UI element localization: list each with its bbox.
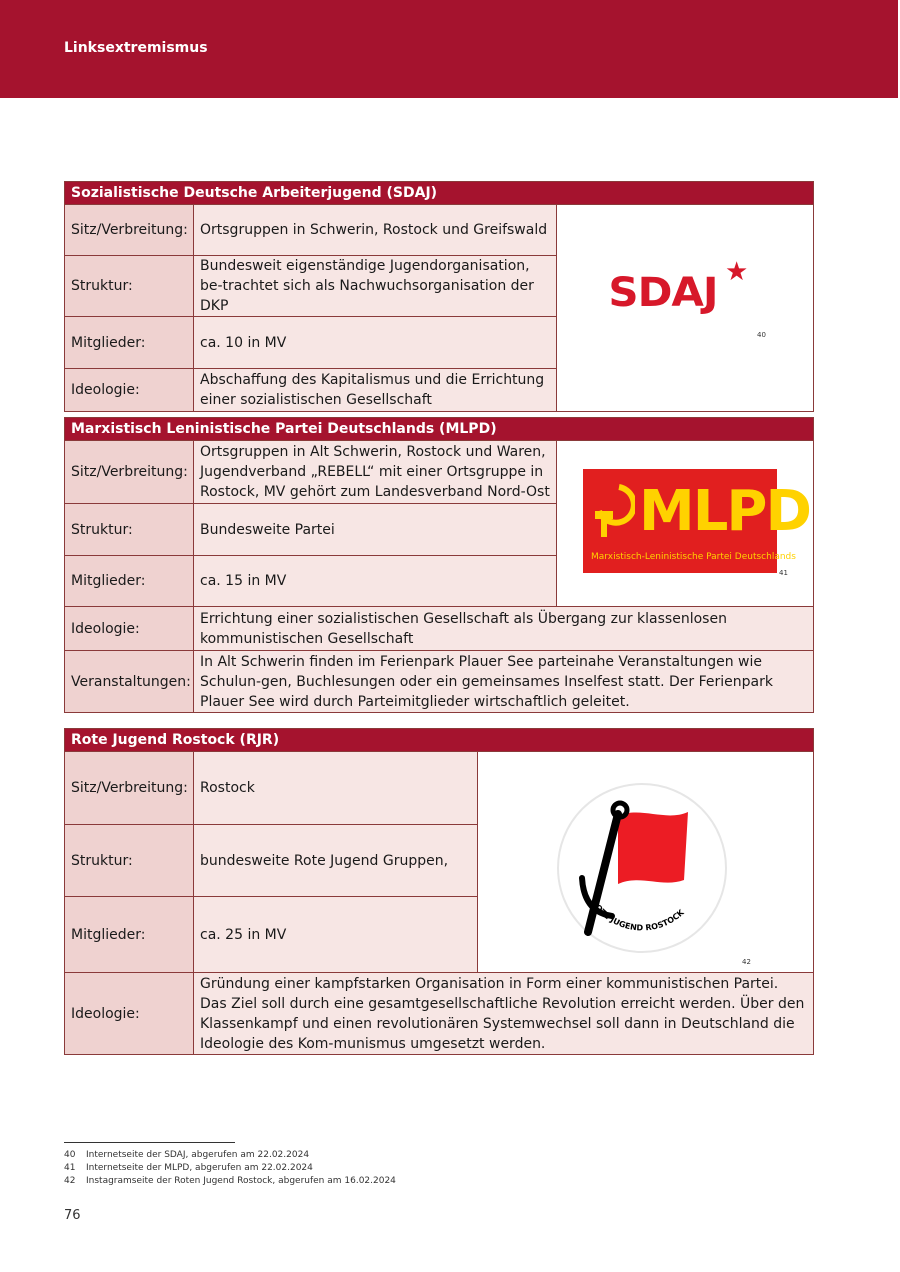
rjr-title: Rote Jugend Rostock (RJR)	[65, 729, 814, 752]
sdaj-value-sitz: Ortsgruppen in Schwerin, Rostock und Greifswald	[194, 205, 557, 256]
rjr-value-mitglieder: ca. 25 in MV	[194, 897, 478, 973]
mlpd-value-sitz: Ortsgruppen in Alt Schwerin, Rostock und Waren, Jugendverband „REBELL“ mit einer Ortsgruppe in Rostock, MV gehört zum Landesverband Nord-Ost	[194, 441, 557, 504]
rjr-table	[64, 728, 814, 1055]
footnote-ref-41: 41	[779, 569, 788, 577]
sdaj-value-mitglieder: ca. 10 in MV	[194, 317, 557, 369]
sdaj-value-ideologie: Abschaffung des Kapitalismus und die Errichtung einer sozialistischen Gesellschaft	[194, 369, 557, 412]
footnote-divider	[64, 1142, 235, 1143]
mlpd-logo-text: MLPD	[639, 479, 810, 544]
mlpd-value-veranstaltungen: In Alt Schwerin finden im Ferienpark Plauer See parteinahe Veranstaltungen wie Schulun-gen, Buchlesungen oder ein gemeinsames Inselfest statt. Der Ferienpark Plauer See wird durch Parteimitglieder wirtschaftlich geleitet.	[194, 651, 814, 713]
rjr-logo	[556, 782, 728, 954]
footnote-40	[64, 1150, 309, 1160]
mlpd-label-mitglieder: Mitglieder:	[65, 556, 194, 607]
mlpd-label-sitz: Sitz/Verbreitung:	[65, 441, 194, 504]
rjr-logo-text: ROTE JUGEND ROSTOCK	[589, 898, 686, 933]
mlpd-logo-subtext: Marxistisch-Leninistische Partei Deutschlands	[591, 552, 796, 562]
footnote-text: Instagramseite der Roten Jugend Rostock, abgerufen am 16.02.2024	[86, 1176, 396, 1186]
rjr-label-ideologie: Ideologie:	[65, 973, 194, 1055]
footnote-ref-40: 40	[757, 331, 766, 339]
footnote-number: 42	[64, 1176, 76, 1186]
page-number: 76	[64, 1208, 81, 1223]
rjr-label-struktur: Struktur:	[65, 825, 194, 897]
mlpd-value-struktur: Bundesweite Partei	[194, 504, 557, 556]
footnote-41	[64, 1163, 313, 1173]
sdaj-value-struktur: Bundesweit eigenständige Jugendorganisation, be-trachtet sich als Nachwuchsorganisation der DKP	[194, 256, 557, 317]
rjr-logo-cell	[478, 752, 814, 973]
footnote-number: 41	[64, 1163, 76, 1173]
sdaj-label-mitglieder: Mitglieder:	[65, 317, 194, 369]
footnote-text: Internetseite der SDAJ, abgerufen am 22.02.2024	[86, 1150, 310, 1160]
sdaj-logo-cell	[557, 205, 814, 412]
sdaj-label-ideologie: Ideologie:	[65, 369, 194, 412]
rjr-value-struktur: bundesweite Rote Jugend Gruppen,	[194, 825, 478, 897]
footnote-42	[64, 1176, 396, 1186]
sdaj-label-struktur: Struktur:	[65, 256, 194, 317]
mlpd-title: Marxistisch Leninistische Partei Deutschlands (MLPD)	[65, 418, 814, 441]
mlpd-value-mitglieder: ca. 15 in MV	[194, 556, 557, 607]
section-title: Linksextremismus	[64, 40, 208, 56]
rjr-label-sitz: Sitz/Verbreitung:	[65, 752, 194, 825]
sdaj-logo-text: SDAJ	[608, 270, 718, 316]
sdaj-title: Sozialistische Deutsche Arbeiterjugend (SDAJ)	[65, 182, 814, 205]
rjr-value-sitz: Rostock	[194, 752, 478, 825]
sdaj-table	[64, 181, 814, 412]
sdaj-logo	[607, 257, 767, 337]
footnote-number: 40	[64, 1150, 76, 1160]
page-header-band	[0, 0, 898, 98]
red-flag-icon	[618, 812, 688, 884]
footnote-text: Internetseite der MLPD, abgerufen am 22.02.2024	[86, 1163, 313, 1173]
mlpd-label-struktur: Struktur:	[65, 504, 194, 556]
hammer-sickle-icon	[591, 481, 635, 541]
mlpd-table	[64, 417, 814, 713]
mlpd-label-veranstaltungen: Veranstaltungen:	[65, 651, 194, 713]
sdaj-label-sitz: Sitz/Verbreitung:	[65, 205, 194, 256]
rjr-value-ideologie: Gründung einer kampfstarken Organisation in Form einer kommunistischen Partei. Das Ziel soll durch eine gesamtgesellschaftliche Revolution erreicht werden. Über den Klassenkampf und einen revolutionären Systemwechsel soll dann in Deutschland die Ideologie des Kom-munismus umgesetzt werden.	[194, 973, 814, 1055]
mlpd-logo-cell	[557, 441, 814, 607]
star-icon: ★	[725, 257, 749, 287]
rjr-label-mitglieder: Mitglieder:	[65, 897, 194, 973]
mlpd-value-ideologie: Errichtung einer sozialistischen Gesellschaft als Übergang zur klassenlosen kommunistischen Gesellschaft	[194, 607, 814, 651]
footnote-ref-42: 42	[742, 958, 751, 966]
mlpd-label-ideologie: Ideologie:	[65, 607, 194, 651]
